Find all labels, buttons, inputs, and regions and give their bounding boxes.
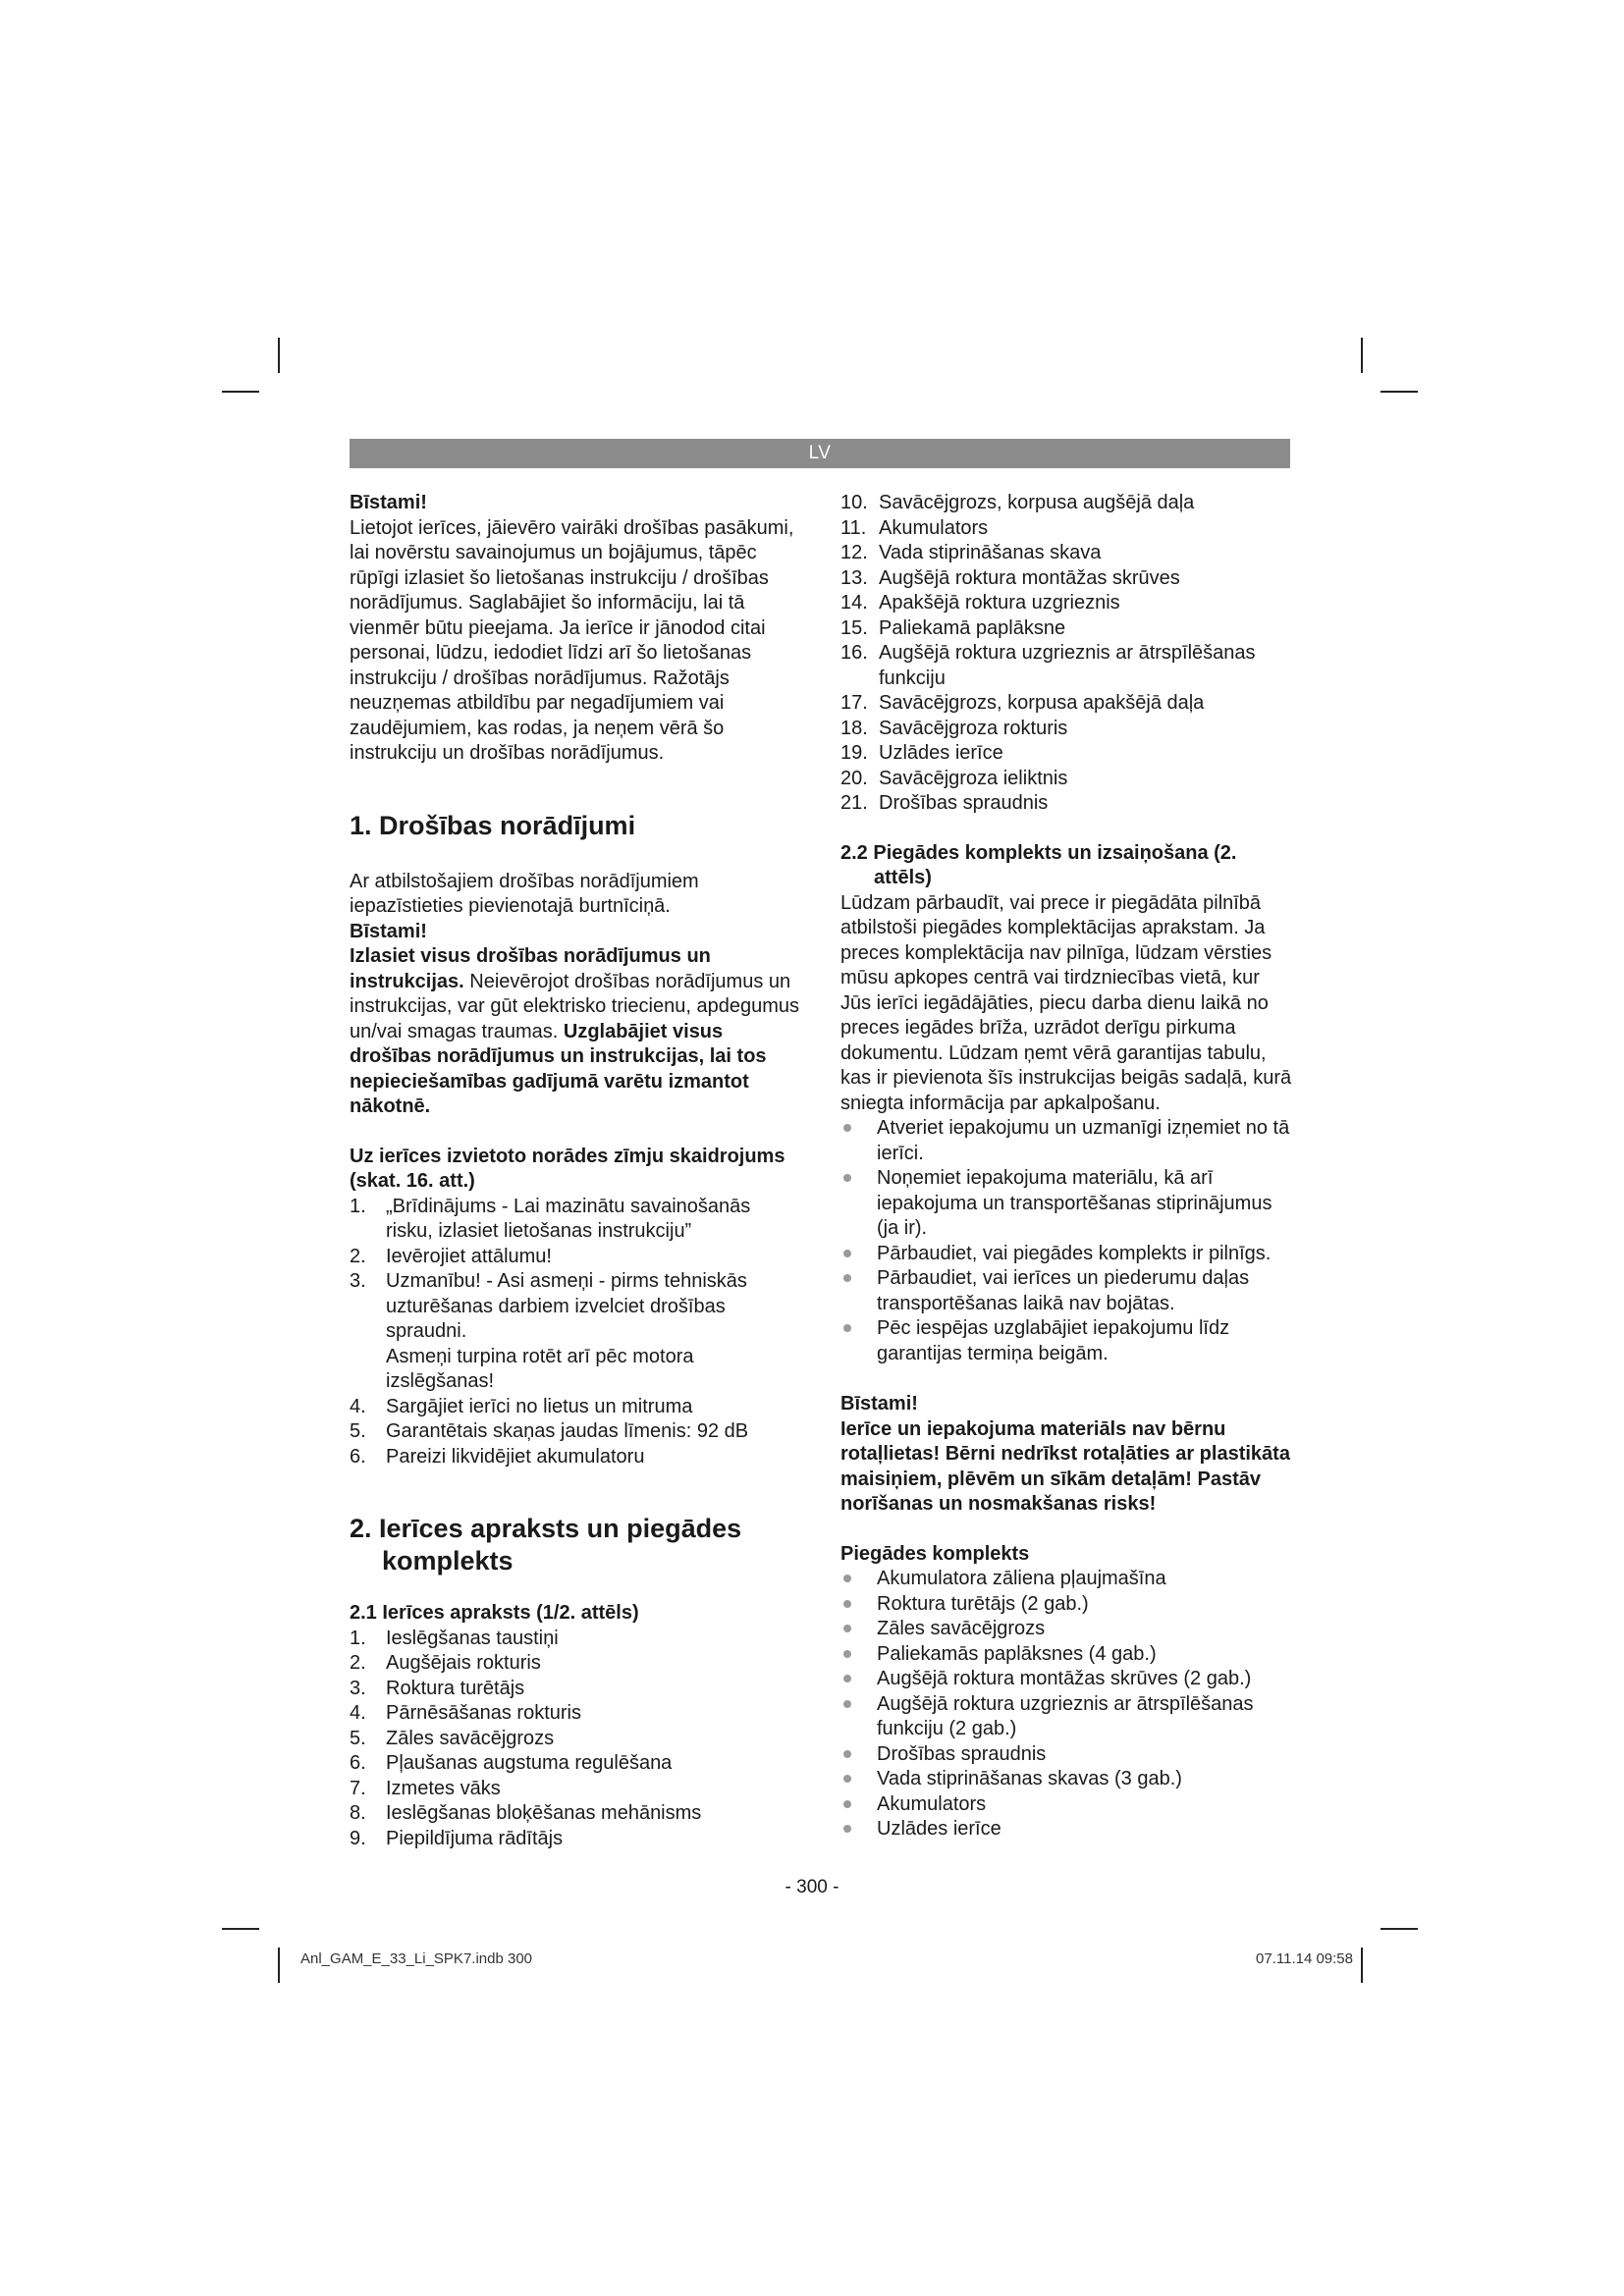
section-title-safety: 1. Drošības norādījumi bbox=[350, 810, 636, 840]
unpacking-steps bbox=[840, 1116, 1292, 1366]
danger-title: Bīstami! bbox=[350, 920, 427, 942]
danger-text: Lietojot ierīces, jāievēro vairāki drošības pasākumi, lai novērstu savainojumus un bojājumus, tāpēc rūpīgi izlasiet šo lietošanas instrukciju / drošības norādījumus. Saglabājiet šo informāciju, lai tā vienmēr būtu pieejama. Ja ierīce ir jānodod citai personai, lūdzu, iedodiet līdzi arī šo lietošanas instrukciju / drošības norādījumus. Ražotājs neuzņemas atbildību par negadījumiem vai zaudējumiem, kas rodas, ja neņem vērā šo instrukciju un drošības norādījumus. bbox=[350, 516, 794, 764]
list-item: 12. Vada stiprināšanas skava bbox=[840, 542, 1102, 563]
crop-mark bbox=[1361, 338, 1363, 373]
list-item: Noņemiet iepakojuma materiālu, kā arī iepakojuma un transportēšanas stiprinājumus (ja ir). bbox=[840, 1166, 1292, 1242]
list-item: 4. Pārnēsāšanas rokturis bbox=[350, 1702, 581, 1724]
delivery-title: Piegādes komplekts bbox=[840, 1542, 1030, 1565]
list-item: 2. Ievērojiet attālumu! bbox=[350, 1245, 552, 1267]
warning-bold: Izlasiet visus drošības norādījumus un instrukcijas. bbox=[350, 945, 711, 992]
delivery-list bbox=[840, 1567, 1292, 1842]
list-item: 21. Drošības spraudnis bbox=[840, 792, 1049, 814]
list-item: Akumulatora zāliena pļaujmašīna bbox=[840, 1567, 1292, 1592]
crop-mark bbox=[222, 391, 259, 393]
safety-warning bbox=[350, 944, 801, 1120]
list-item: 17. Savācējgrozs, korpusa apakšējā daļa bbox=[840, 692, 1205, 714]
list-item: Pārbaudiet, vai piegādes komplekts ir pilnīgs. bbox=[840, 1242, 1292, 1267]
list-item: Zāles savācējgrozs bbox=[840, 1617, 1292, 1642]
subsection-title: 2.2 Piegādes komplekts un izsaiņošana (2. attēls) bbox=[840, 841, 1237, 888]
crop-mark bbox=[1380, 1928, 1418, 1930]
section-title-description: 2. Ierīces apraksts un piegādes komplekts bbox=[350, 1514, 742, 1575]
list-item: 10. Savācējgrozs, korpusa augšējā daļa bbox=[840, 492, 1195, 513]
list-item: 4. Sargājiet ierīci no lietus un mitruma bbox=[350, 1395, 693, 1417]
list-item: 15. Paliekamā paplāksne bbox=[840, 616, 1066, 639]
list-item: Akumulators bbox=[840, 1792, 1292, 1818]
parts-list bbox=[350, 1627, 801, 1852]
danger-title: Bīstami! bbox=[350, 492, 427, 513]
list-item: 3. Uzmanību! - Asi asmeņi - pirms tehniskās uzturēšanas darbiem izvelciet drošības spraudni. Asmeņi turpina rotēt arī pēc motora izslēgšanas! bbox=[350, 1270, 747, 1392]
right-column bbox=[840, 491, 1292, 1842]
parts-list-continued bbox=[840, 491, 1292, 817]
list-item: 13. Augšējā roktura montāžas skrūves bbox=[840, 566, 1180, 589]
list-item: Uzlādes ierīce bbox=[840, 1817, 1292, 1842]
left-column bbox=[350, 491, 801, 1851]
list-item: 5. Garantētais skaņas jaudas līmenis: 92 dB bbox=[350, 1420, 749, 1442]
list-item: Roktura turētājs (2 gab.) bbox=[840, 1592, 1292, 1618]
footer-filename: Anl_GAM_E_33_Li_SPK7.indb 300 bbox=[300, 1950, 533, 1967]
list-item: Paliekamās paplāksnes (4 gab.) bbox=[840, 1642, 1292, 1668]
crop-mark bbox=[278, 338, 280, 373]
list-item: 20. Savācējgroza ieliktnis bbox=[840, 767, 1068, 789]
crop-mark bbox=[1380, 391, 1418, 393]
delivery-check-text: Lūdzam pārbaudīt, vai prece ir piegādāta pilnībā atbilstoši piegādes komplektācijas aprakstam. Ja preces komplektācija nav pilnīga, lūdzam vērsties mūsu apkopes centrā vai tirdzniecības vietā, kur Jūs ierīci iegādājāties, piecu darba dienu laikā no preces iegādes brīža, uzrādot derīgu pirkuma dokumentu. Lūdzam ņemt vērā garantijas tabulu, kas ir pievienota šīs instrukcijas beigās sadaļā, kurā sniegta informācija par apkalpošanu. bbox=[840, 891, 1292, 1114]
signs-list bbox=[350, 1195, 801, 1470]
list-item: 6. Pareizi likvidējiet akumulatoru bbox=[350, 1445, 645, 1468]
list-item: Augšējā roktura montāžas skrūves (2 gab.) bbox=[840, 1667, 1292, 1692]
list-item: 8. Ieslēgšanas bloķēšanas mehānisms bbox=[350, 1802, 702, 1824]
crop-mark bbox=[222, 1928, 259, 1930]
list-item: 6. Pļaušanas augstuma regulēšana bbox=[350, 1752, 673, 1774]
list-item: Pārbaudiet, vai ierīces un piederumu daļas transportēšanas laikā nav bojātas. bbox=[840, 1266, 1292, 1316]
list-item: 18. Savācējgroza rokturis bbox=[840, 717, 1068, 739]
list-item: 7. Izmetes vāks bbox=[350, 1777, 501, 1799]
list-item: 16. Augšējā roktura uzgrieznis ar ātrspīlēšanas funkciju bbox=[840, 642, 1256, 689]
list-item: 9. Piepildījuma rādītājs bbox=[350, 1827, 564, 1849]
warning-bold: Uzglabājiet visus drošības norādījumus un instrukcijas, lai tos nepieciešamības gadījumā varētu izmantot nākotnē. bbox=[350, 1020, 767, 1117]
list-item: 3. Roktura turētājs bbox=[350, 1677, 525, 1699]
list-item: 1. Ieslēgšanas taustiņi bbox=[350, 1627, 559, 1649]
list-item: Vada stiprināšanas skavas (3 gab.) bbox=[840, 1767, 1292, 1792]
list-item: 14. Apakšējā roktura uzgrieznis bbox=[840, 592, 1120, 614]
danger-title: Bīstami! bbox=[840, 1393, 918, 1415]
list-item: 1. „Brīdinājums - Lai mazinātu savainošanās risku, izlasiet lietošanas instrukciju” bbox=[350, 1195, 751, 1242]
list-item: 11. Akumulators bbox=[840, 516, 989, 539]
page-number: - 300 - bbox=[785, 1877, 839, 1897]
signs-title: Uz ierīces izvietoto norādes zīmju skaidrojums (skat. 16. att.) bbox=[350, 1145, 785, 1192]
crop-mark bbox=[1361, 1948, 1363, 1983]
list-item: Augšējā roktura uzgrieznis ar ātrspīlēšanas funkciju (2 gab.) bbox=[840, 1692, 1292, 1742]
warning-text: Neievērojot drošības norādījumus un instrukcijas, var gūt elektrisko triecienu, apdegumus un/vai smagas traumas. bbox=[350, 970, 799, 1042]
crop-mark bbox=[278, 1948, 280, 1983]
footer-date: 07.11.14 09:58 bbox=[1256, 1950, 1353, 1967]
safety-intro: Ar atbilstošajiem drošības norādījumiem iepazīstieties pievienotajā burtnīciņā. bbox=[350, 870, 699, 917]
list-item: 2. Augšējais rokturis bbox=[350, 1652, 541, 1674]
subsection-title: 2.1 Ierīces apraksts (1/2. attēls) bbox=[350, 1602, 639, 1624]
language-header: LV bbox=[350, 439, 1290, 468]
list-item: Drošības spraudnis bbox=[840, 1742, 1292, 1768]
list-item: Atveriet iepakojumu un uzmanīgi izņemiet no tā ierīci. bbox=[840, 1116, 1292, 1166]
danger-text: Ierīce un iepakojuma materiāls nav bērnu rotaļlietas! Bērni nedrīkst rotaļāties ar plastikāta maisiņiem, plēvēm un sīkām detaļām! Pastāv norīšanas un nosmakšanas risks! bbox=[840, 1417, 1290, 1515]
list-item: 19. Uzlādes ierīce bbox=[840, 742, 1003, 764]
list-item: 5. Zāles savācējgrozs bbox=[350, 1727, 555, 1749]
list-item: Pēc iespējas uzglabājiet iepakojumu līdz garantijas termiņa beigām. bbox=[840, 1316, 1292, 1366]
